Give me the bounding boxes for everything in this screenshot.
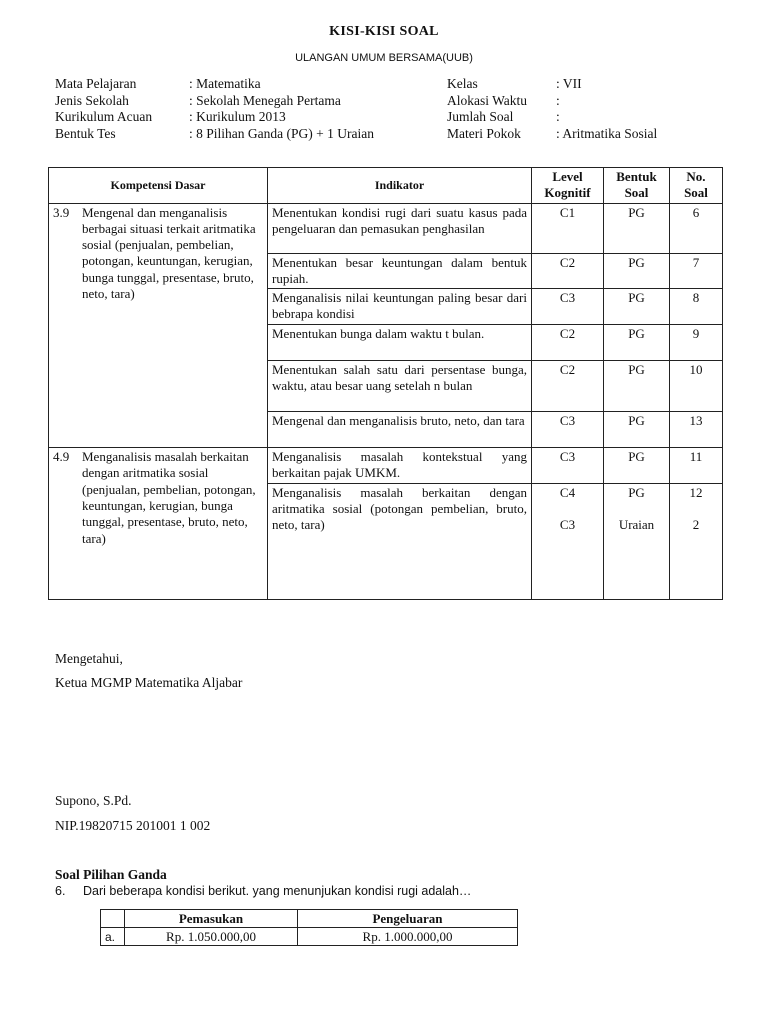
no-cell: 8 xyxy=(670,289,723,325)
level-cell: C3 xyxy=(532,448,604,484)
no-value: 12 xyxy=(689,484,703,500)
info-label: Kurikulum Acuan xyxy=(55,109,153,124)
info-label: Alokasi Waktu xyxy=(447,92,528,108)
no-cell: 7 xyxy=(670,253,723,289)
level-cell: C2 xyxy=(532,325,604,361)
table-row xyxy=(49,448,723,484)
kd-number: 4.9 xyxy=(53,449,70,465)
level-cell: C3 xyxy=(532,289,604,325)
header-pemasukan: Pemasukan xyxy=(125,910,298,928)
indikator-cell: Mengenal dan menganalisis bruto, neto, dan tara xyxy=(268,412,532,448)
bentuk-cell: PG xyxy=(604,448,670,484)
document-title: KISI-KISI SOAL xyxy=(329,24,439,39)
info-value: : VII xyxy=(556,76,582,91)
question-text: Dari beberapa kondisi berikut. yang menunjukan kondisi rugi adalah… xyxy=(83,884,472,898)
header-no-soal: No. Soal xyxy=(670,168,723,204)
no-cell: 9 xyxy=(670,325,723,361)
table-row xyxy=(49,203,723,253)
level-cell xyxy=(532,483,604,599)
level-cell: C3 xyxy=(532,412,604,448)
kd-number: 3.9 xyxy=(53,204,70,220)
info-label: Jenis Sekolah xyxy=(55,92,129,108)
level-cell: C1 xyxy=(532,203,604,253)
kisi-kisi-table xyxy=(48,167,723,600)
kd-cell xyxy=(49,203,268,448)
level-cell: C2 xyxy=(532,361,604,412)
indikator-cell: Menganalisis masalah kontekstual yang berkaitan pajak UMKM. xyxy=(268,448,532,484)
info-value: : Matematika xyxy=(189,76,261,91)
info-value: : xyxy=(556,92,560,108)
bentuk-cell: PG xyxy=(604,325,670,361)
no-cell: 6 xyxy=(670,203,723,253)
option-label: a. xyxy=(101,928,125,946)
bentuk-value: PG xyxy=(628,484,645,500)
options-header-row xyxy=(101,910,518,928)
table-header-row xyxy=(49,168,723,204)
indikator-cell: Menentukan salah satu dari persentase bunga, waktu, atau besar uang setelah n bulan xyxy=(268,361,532,412)
no-cell: 11 xyxy=(670,448,723,484)
info-value: : Sekolah Menegah Pertama xyxy=(189,92,341,108)
no-value: 2 xyxy=(692,517,700,533)
signatory-nip: NIP.19820715 201001 1 002 xyxy=(55,818,211,833)
signatory-role: Ketua MGMP Matematika Aljabar xyxy=(55,675,243,690)
info-label: Kelas xyxy=(447,76,478,91)
level-value: C4 xyxy=(559,484,576,500)
info-value: : 8 Pilihan Ganda (PG) + 1 Uraian xyxy=(189,125,374,141)
kd-text: Menganalisis masalah berkaitan dengan aritmatika sosial (penjualan, pembelian, potongan, keuntungan, kerugian, bunga tunggal, presentase, bruto, neto, tara) xyxy=(82,449,256,546)
info-label: Mata Pelajaran xyxy=(55,76,137,91)
no-cell: 13 xyxy=(670,412,723,448)
indikator-cell: Menentukan kondisi rugi dari suatu kasus pada pengeluaran dan pemasukan penghasilan xyxy=(268,203,532,253)
mengetahui-text: Mengetahui, xyxy=(55,651,123,666)
option-row xyxy=(101,928,518,946)
kd-cell xyxy=(49,448,268,600)
option-pemasukan: Rp. 1.050.000,00 xyxy=(125,928,298,946)
option-pengeluaran: Rp. 1.000.000,00 xyxy=(298,928,518,946)
info-value: : Aritmatika Sosial xyxy=(556,125,658,141)
question-number: 6. xyxy=(55,884,66,898)
info-row xyxy=(55,76,735,93)
info-label: Materi Pokok xyxy=(447,125,521,141)
question-6 xyxy=(55,884,471,898)
bentuk-cell: PG xyxy=(604,253,670,289)
level-value: C3 xyxy=(559,517,576,533)
info-value: : xyxy=(556,109,560,124)
info-row xyxy=(55,126,735,143)
options-table xyxy=(100,909,518,946)
bentuk-cell: PG xyxy=(604,412,670,448)
document-subtitle: ULANGAN UMUM BERSAMA(UUB) xyxy=(295,52,473,64)
bentuk-cell xyxy=(604,483,670,599)
info-row xyxy=(55,109,735,126)
kd-text: Mengenal dan menganalisis berbagai situasi terkait aritmatika sosial (penjualan, pembelian, potongan, keuntungan, kerugian, bunga tunggal, presentase, bruto, neto, tara) xyxy=(82,204,256,302)
bentuk-value: Uraian xyxy=(618,517,655,533)
option-label-header xyxy=(101,910,125,928)
bentuk-cell: PG xyxy=(604,361,670,412)
info-label: Jumlah Soal xyxy=(447,109,514,124)
bentuk-cell: PG xyxy=(604,289,670,325)
header-indikator: Indikator xyxy=(268,168,532,204)
no-cell: 10 xyxy=(670,361,723,412)
info-row xyxy=(55,93,735,110)
indikator-cell: Menganalisis masalah berkaitan dengan aritmatika sosial (potongan pembelian, bruto, neto, tara) xyxy=(268,483,532,599)
header-kompetensi-dasar: Kompetensi Dasar xyxy=(49,168,268,204)
soal-heading: Soal Pilihan Ganda xyxy=(55,867,167,882)
info-value: : Kurikulum 2013 xyxy=(189,109,286,124)
indikator-cell: Menganalisis nilai keuntungan paling besar dari bebrapa kondisi xyxy=(268,289,532,325)
header-pengeluaran: Pengeluaran xyxy=(298,910,518,928)
indikator-cell: Menentukan besar keuntungan dalam bentuk rupiah. xyxy=(268,253,532,289)
bentuk-cell: PG xyxy=(604,203,670,253)
level-cell: C2 xyxy=(532,253,604,289)
indikator-cell: Menentukan bunga dalam waktu t bulan. xyxy=(268,325,532,361)
header-level-kognitif: Level Kognitif xyxy=(532,168,604,204)
header-bentuk-soal: Bentuk Soal xyxy=(604,168,670,204)
info-block xyxy=(55,76,735,142)
signatory-name: Supono, S.Pd. xyxy=(55,793,132,808)
no-cell xyxy=(670,483,723,599)
info-label: Bentuk Tes xyxy=(55,125,116,141)
